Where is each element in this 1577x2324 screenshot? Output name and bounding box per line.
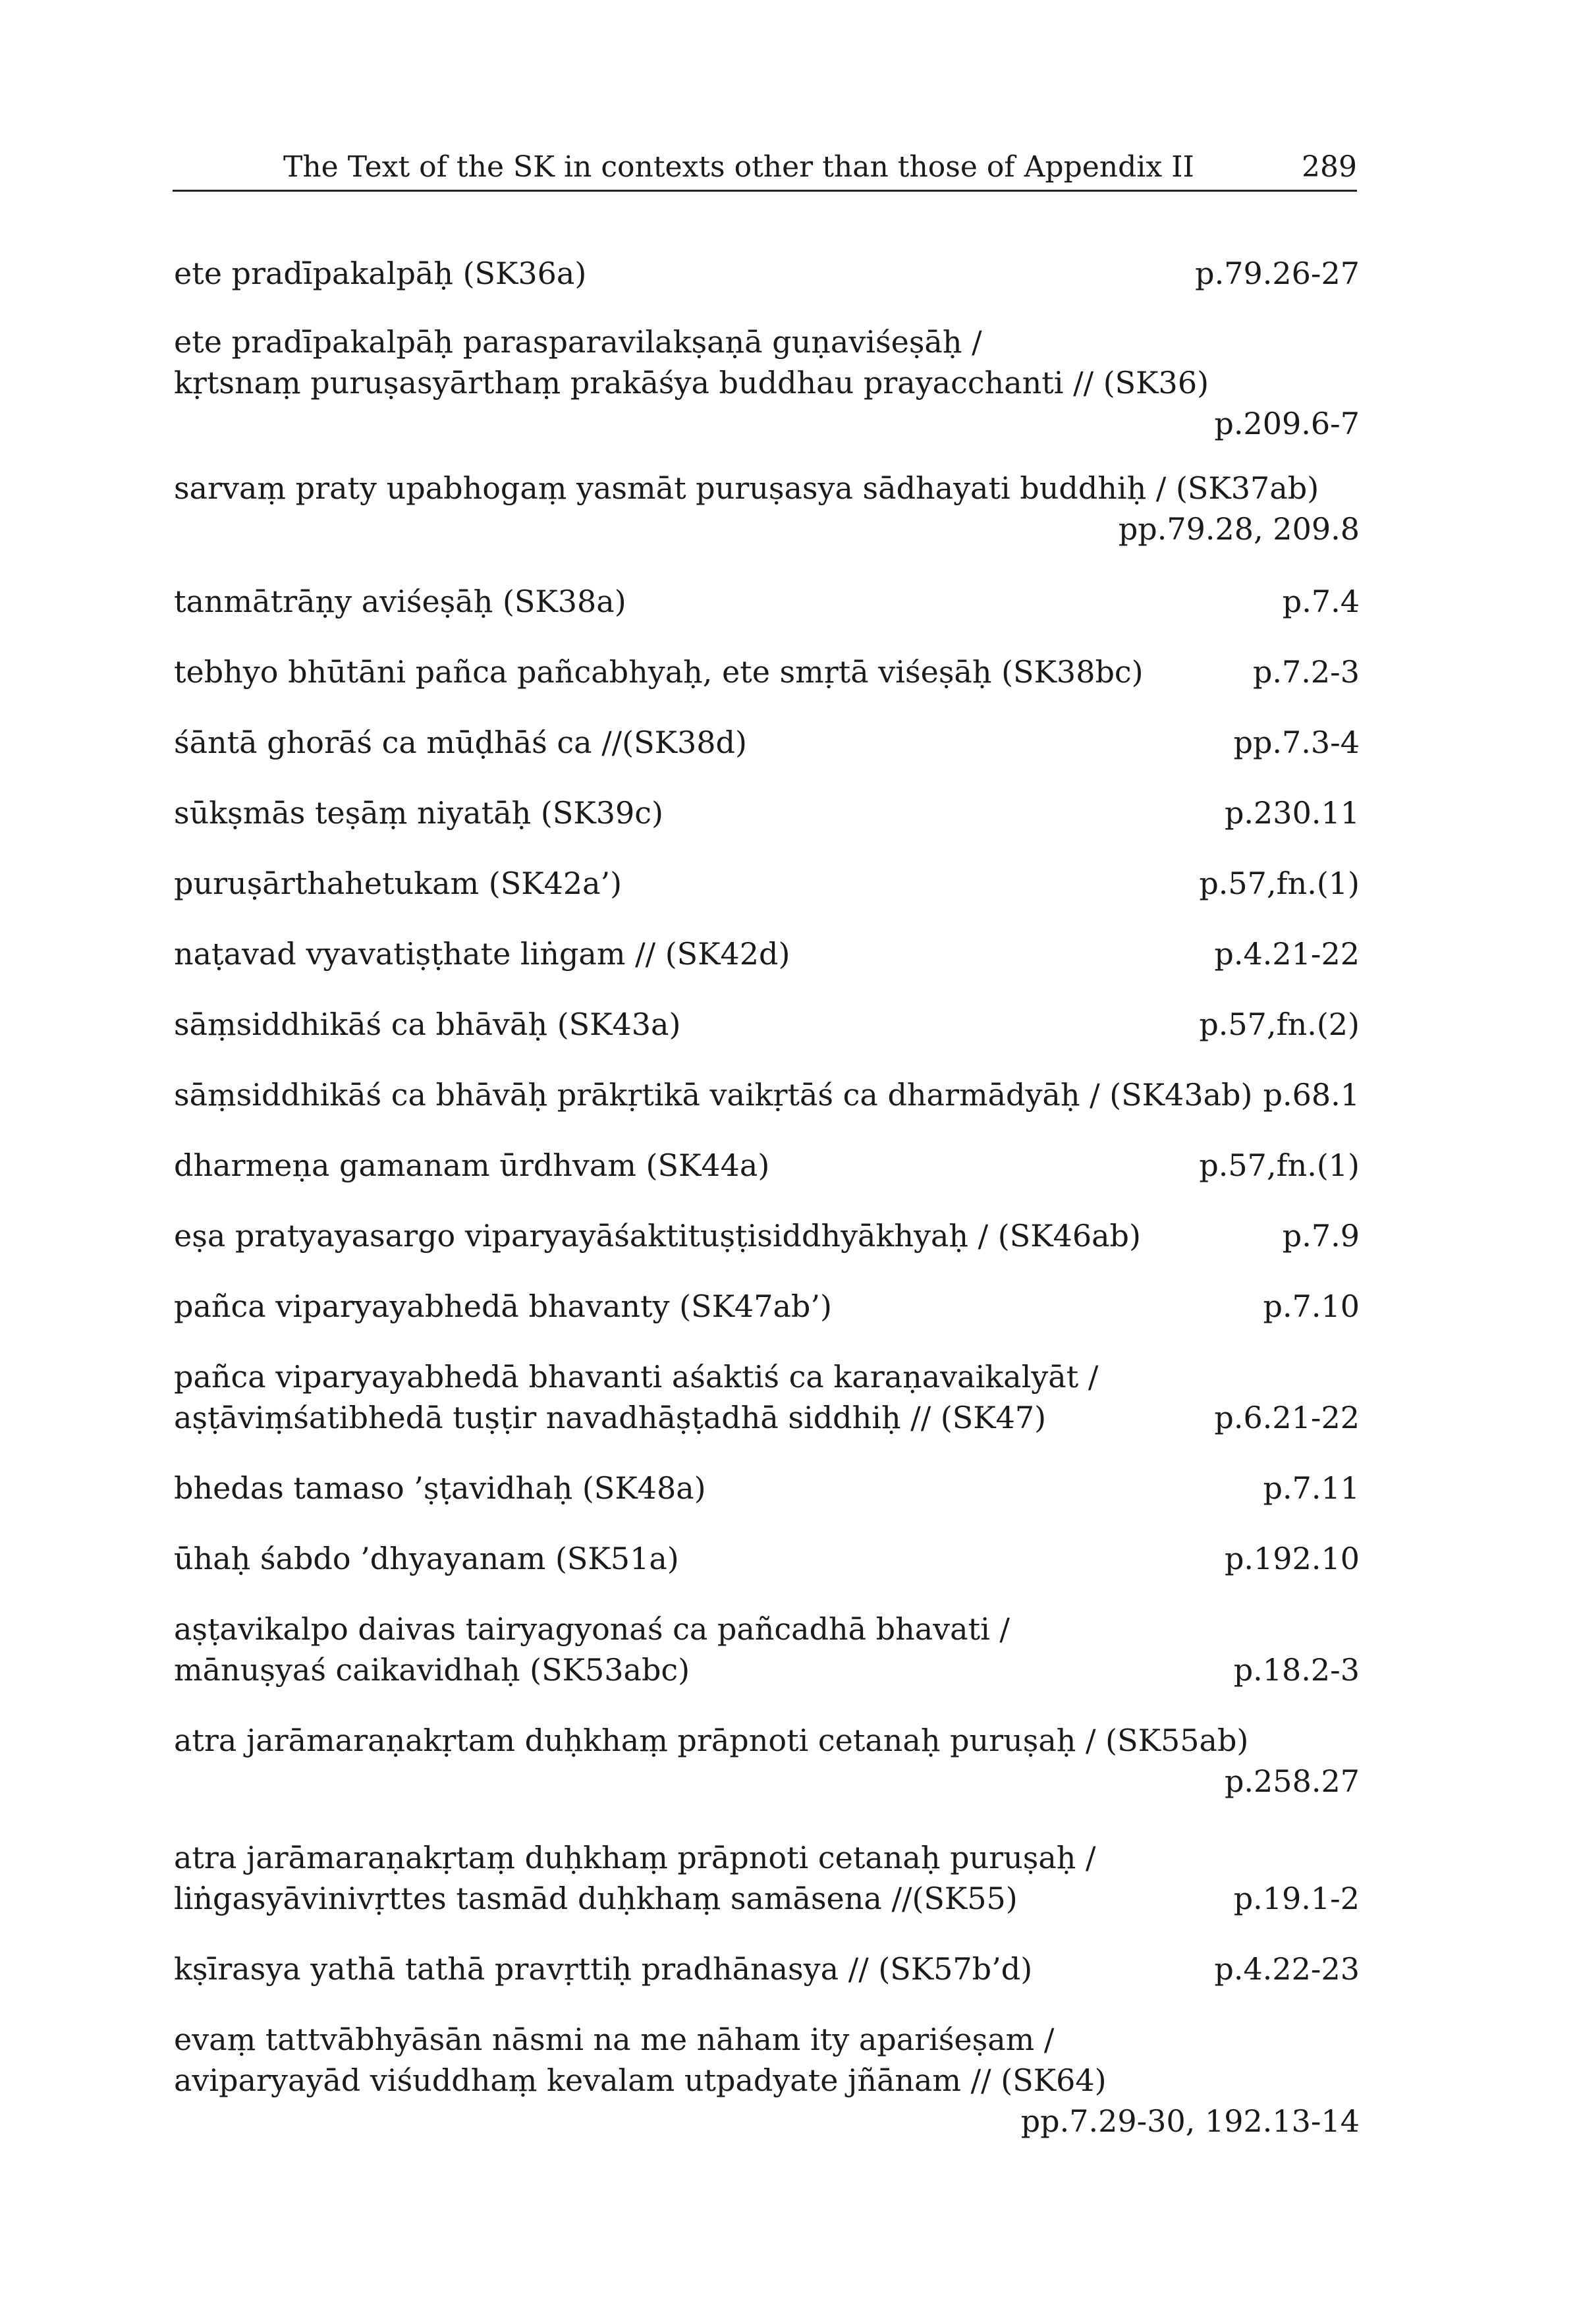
page-reference: p.57,fn.(2) xyxy=(1199,1007,1360,1042)
running-head xyxy=(173,150,1357,192)
sanskrit-text: aviparyayād viśuddhaṃ kevalam utpadyate jñānam // (SK64) xyxy=(174,2062,1107,2098)
citation-list xyxy=(174,253,1360,2142)
citation-entry xyxy=(174,792,1360,833)
page-reference: pp.79.28, 209.8 xyxy=(1118,511,1360,547)
page-reference: pp.7.3-4 xyxy=(1233,725,1360,760)
citation-entry xyxy=(174,321,1360,444)
sanskrit-text: sarvaṃ praty upabhogaṃ yasmāt puruṣasya sādhayati buddhiḥ / (SK37ab) xyxy=(174,470,1319,506)
citation-entry xyxy=(174,1074,1360,1115)
page-reference: p.192.10 xyxy=(1224,1541,1360,1576)
page-reference: p.57,fn.(1) xyxy=(1199,866,1360,901)
page-reference: p.7.4 xyxy=(1282,584,1360,619)
sanskrit-text: aṣṭavikalpo daivas tairyagyonaś ca pañcadhā bhavati / xyxy=(174,1611,1010,1647)
page-reference: p.258.27 xyxy=(1224,1763,1360,1799)
citation-entry xyxy=(174,1004,1360,1045)
page-number: 289 xyxy=(1302,150,1357,184)
citation-entry xyxy=(174,651,1360,692)
sanskrit-text: pañca viparyayabhedā bhavanti aśaktiś ca karaṇavaikalyāt / xyxy=(174,1359,1099,1395)
page-reference: p.57,fn.(1) xyxy=(1199,1148,1360,1183)
citation-entry xyxy=(174,581,1360,622)
citation-entry xyxy=(174,1215,1360,1256)
citation-entry xyxy=(174,863,1360,904)
sanskrit-text: tebhyo bhūtāni pañca pañcabhyaḥ, ete smṛtā viśeṣāḥ (SK38bc) xyxy=(174,654,1144,690)
page-reference: p.230.11 xyxy=(1224,795,1360,831)
citation-entry xyxy=(174,1609,1360,1690)
sanskrit-text: atra jarāmaraṇakṛtaṃ duḥkhaṃ prāpnoti cetanaḥ puruṣaḥ / xyxy=(174,1840,1096,1875)
sanskrit-text: ūhaḥ śabdo ’dhyayanam (SK51a) xyxy=(174,1541,679,1576)
page-reference: p.7.9 xyxy=(1282,1218,1360,1254)
sanskrit-text: aṣṭāviṃśatibhedā tuṣṭir navadhāṣṭadhā siddhiḥ // (SK47) xyxy=(174,1400,1047,1435)
sanskrit-text: puruṣārthahetukam (SK42a’) xyxy=(174,866,622,901)
page-reference: p.4.22-23 xyxy=(1214,1951,1360,1987)
sanskrit-text: tanmātrāṇy aviśeṣāḥ (SK38a) xyxy=(174,584,626,619)
citation-entry xyxy=(174,253,1360,294)
citation-entry xyxy=(174,1286,1360,1327)
citation-entry xyxy=(174,933,1360,974)
page-reference: p.6.21-22 xyxy=(1214,1400,1360,1435)
sanskrit-text: eṣa pratyayasargo viparyayāśaktituṣṭisiddhyākhyaḥ / (SK46ab) xyxy=(174,1218,1141,1254)
sanskrit-text: evaṃ tattvābhyāsān nāsmi na me nāham ity apariśeṣam / xyxy=(174,2022,1055,2057)
citation-entry xyxy=(174,2019,1360,2142)
sanskrit-text: bhedas tamaso ’ṣṭavidhaḥ (SK48a) xyxy=(174,1470,706,1506)
citation-entry xyxy=(174,1356,1360,1438)
sanskrit-text: dharmeṇa gamanam ūrdhvam (SK44a) xyxy=(174,1148,770,1183)
sanskrit-text: naṭavad vyavatiṣṭhate liṅgam // (SK42d) xyxy=(174,936,790,972)
citation-entry xyxy=(174,1720,1360,1802)
sanskrit-text: śāntā ghorāś ca mūḍhāś ca //(SK38d) xyxy=(174,725,747,760)
page-reference: p.68.1 xyxy=(1263,1077,1360,1113)
page-reference: p.209.6-7 xyxy=(1214,406,1360,441)
sanskrit-text: mānuṣyaś caikavidhaḥ (SK53abc) xyxy=(174,1652,690,1688)
citation-entry xyxy=(174,722,1360,763)
page-reference: p.79.26-27 xyxy=(1195,256,1360,291)
citation-entry xyxy=(174,468,1360,549)
page-reference: pp.7.29-30, 192.13-14 xyxy=(1020,2103,1360,2139)
citation-entry xyxy=(174,1837,1360,1919)
sanskrit-text: ete pradīpakalpāḥ (SK36a) xyxy=(174,256,587,291)
page-reference: p.7.11 xyxy=(1263,1470,1360,1506)
citation-entry xyxy=(174,1949,1360,1989)
sanskrit-text: kṣīrasya yathā tathā pravṛttiḥ pradhānasya // (SK57b’d) xyxy=(174,1951,1033,1987)
page-reference: p.7.10 xyxy=(1263,1288,1360,1324)
sanskrit-text: ete pradīpakalpāḥ parasparavilakṣaṇā guṇaviśeṣāḥ / xyxy=(174,324,982,360)
citation-entry xyxy=(174,1538,1360,1579)
sanskrit-text: sāṃsiddhikāś ca bhāvāḥ (SK43a) xyxy=(174,1007,681,1042)
citation-entry xyxy=(174,1468,1360,1508)
page-reference: p.18.2-3 xyxy=(1233,1652,1360,1688)
sanskrit-text: sūkṣmās teṣāṃ niyatāḥ (SK39c) xyxy=(174,795,663,831)
sanskrit-text: atra jarāmaraṇakṛtam duḥkhaṃ prāpnoti cetanaḥ puruṣaḥ / (SK55ab) xyxy=(174,1723,1249,1758)
page-reference: p.4.21-22 xyxy=(1214,936,1360,972)
running-title: The Text of the SK in contexts other than those of Appendix II xyxy=(283,150,1194,184)
sanskrit-text: pañca viparyayabhedā bhavanty (SK47ab’) xyxy=(174,1288,832,1324)
sanskrit-text: liṅgasyāvinivṛttes tasmād duḥkhaṃ samāsena //(SK55) xyxy=(174,1881,1018,1916)
citation-entry xyxy=(174,1145,1360,1186)
page-reference: p.19.1-2 xyxy=(1233,1881,1360,1916)
sanskrit-text: sāṃsiddhikāś ca bhāvāḥ prākṛtikā vaikṛtāś ca dharmādyāḥ / (SK43ab) xyxy=(174,1077,1253,1113)
sanskrit-text: kṛtsnaṃ puruṣasyārthaṃ prakāśya buddhau prayacchanti // (SK36) xyxy=(174,365,1209,401)
page-reference: p.7.2-3 xyxy=(1252,654,1360,690)
